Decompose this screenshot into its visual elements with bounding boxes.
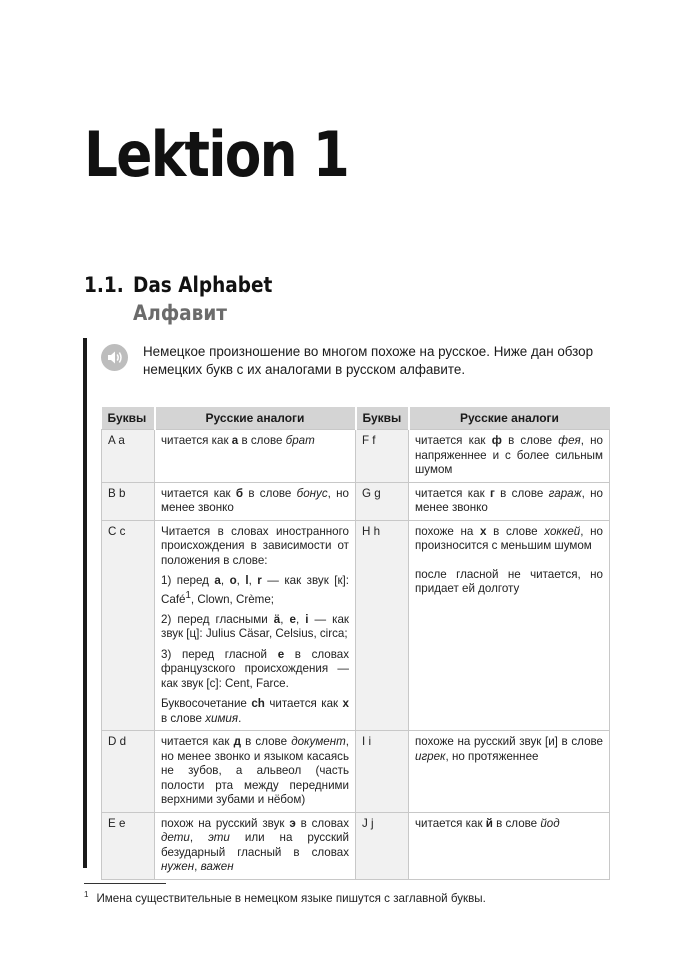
lesson-title: Lektion 1 <box>84 118 349 191</box>
analogue-cell: читается как д в слове документ, но менее звонко и языком касаясь не зубов, а альвеол (часть полости рта между передними верхними зубами и нёбом) <box>155 731 356 813</box>
letter-cell: A a <box>102 430 155 483</box>
header-analogues: Русские аналоги <box>155 407 356 430</box>
letter-cell: D d <box>102 731 155 813</box>
header-letters: Буквы <box>102 407 155 430</box>
analogue-cell: Читается в словах иностранного происхождения в зависимости от положения в слове: 1) перед a, o, l, r — как звук [к]: Café$^1$, Clown, Crème; 2) перед гласными ä, e, i — как звук [ц]: Julius Cäsar, Celsius, circa; 3) перед гласной e в словах французского происхождения — как звук [с]: Cent, Farce. Буквосочетание ch читается как х в слове химия. <box>155 520 356 731</box>
section-number: 1.1. <box>84 273 124 297</box>
letter-cell: F f <box>356 430 409 483</box>
table-row <box>102 482 610 520</box>
table-row <box>102 430 610 483</box>
speaker-icon-glyph <box>101 344 128 371</box>
sidebar-rule <box>83 338 87 868</box>
header-analogues: Русские аналоги <box>409 407 610 430</box>
footnote-marker: 1 <box>84 890 89 899</box>
table-row <box>102 812 610 879</box>
analogue-cell: похоже на русский звук [и] в слове игрек, но протяженнее <box>409 731 610 813</box>
analogue-cell: читается как а в слове брат <box>155 430 356 483</box>
analogue-cell: читается как й в слове йод <box>409 812 610 879</box>
letter-cell: E e <box>102 812 155 879</box>
section-title: Das Alphabet <box>133 273 273 297</box>
header-letters: Буквы <box>356 407 409 430</box>
table-row <box>102 520 610 731</box>
letter-cell: C c <box>102 520 155 731</box>
analogue-cell: читается как ф в слове фея, но напряженнее и с более сильным шумом <box>409 430 610 483</box>
analogue-cell: похож на русский звук э в словах дети, эти или на русский безударный гласный в словах нужен, важен <box>155 812 356 879</box>
speaker-icon[interactable] <box>101 344 128 371</box>
footnote-divider <box>84 883 166 884</box>
footnote <box>84 890 486 905</box>
letter-cell: G g <box>356 482 409 520</box>
intro-text: Немецкое произношение во многом похоже на русское. Ниже дан обзор немецких букв с их аналогами в русском алфавите. <box>143 344 594 377</box>
table-header-row <box>102 407 610 430</box>
analogue-cell: похоже на х в слове хоккей, но произносится с меньшим шумом после гласной не читается, но придает ей долготу <box>409 520 610 731</box>
table-row <box>102 731 610 813</box>
alphabet-table <box>101 407 610 880</box>
letter-cell: I i <box>356 731 409 813</box>
letter-cell: B b <box>102 482 155 520</box>
analogue-cell: читается как г в слове гараж, но менее звонко <box>409 482 610 520</box>
analogue-cell: читается как б в слове бонус, но менее звонко <box>155 482 356 520</box>
footnote-text: Имена существительные в немецком языке пишутся с заглавной буквы. <box>96 891 486 905</box>
section-subtitle: Алфавит <box>133 301 228 325</box>
letter-cell: H h <box>356 520 409 731</box>
letter-cell: J j <box>356 812 409 879</box>
